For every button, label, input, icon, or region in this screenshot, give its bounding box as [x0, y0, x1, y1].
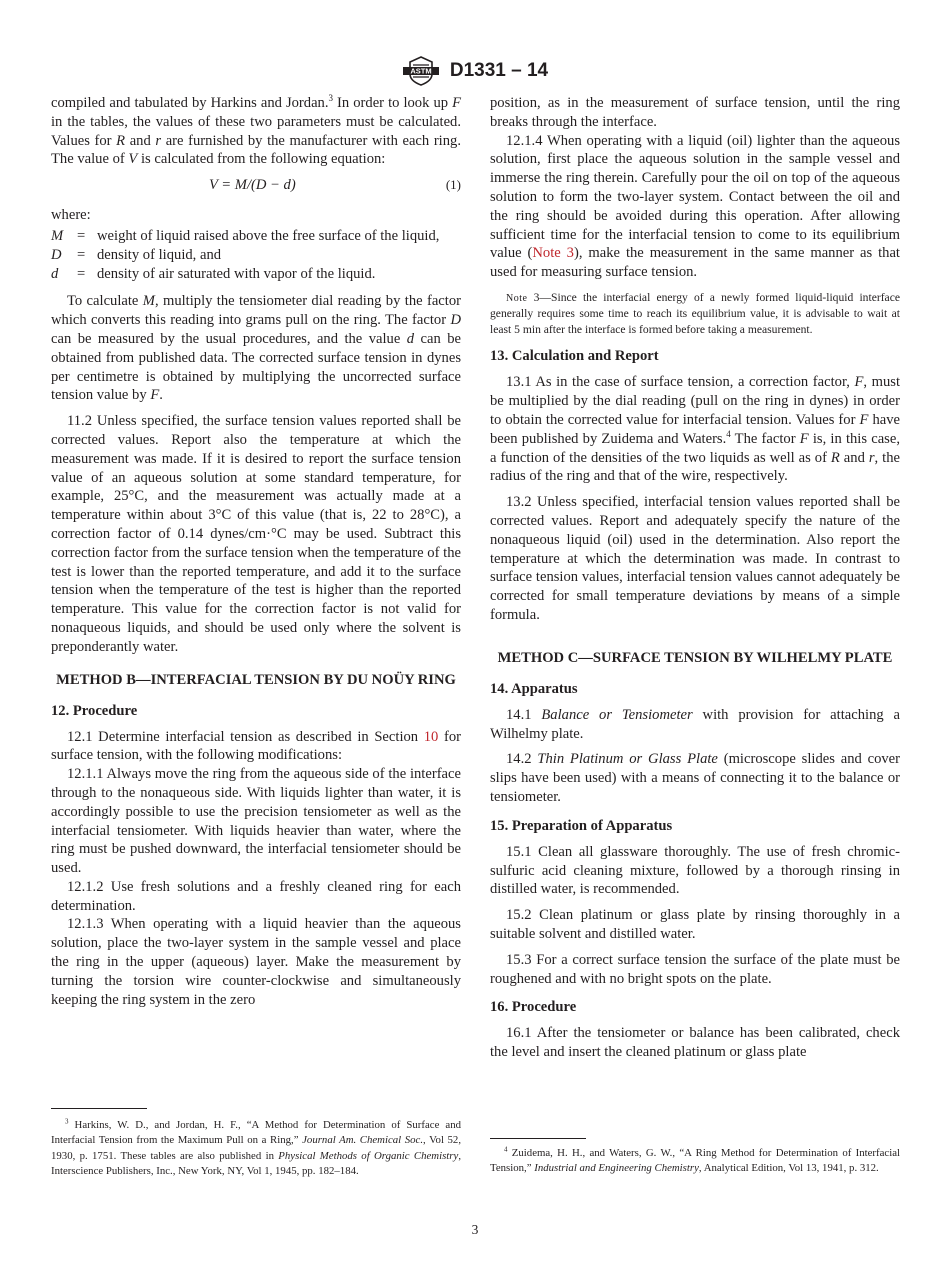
paragraph-tables: compiled and tabulated by Harkins and Jordan.$^3$ In order to look up F in the tables, the values of these two parameters must be calculated. Values for R and r are furnished by the manufacturer with each ring. The value of V is calculated from the following equation:: [51, 93, 461, 168]
right-column: [490, 94, 900, 1062]
section-15-heading: 15. Preparation of Apparatus: [490, 817, 673, 834]
footnote-rule: [490, 1138, 586, 1139]
paragraph-15-2: 15.2 Clean platinum or glass plate by rinsing thoroughly in a suitable solvent and distilled water.: [490, 907, 900, 942]
svg-text:ASTM: ASTM: [410, 66, 432, 76]
paragraph-12-1-1: 12.1.1 Always move the ring from the aqueous side of the interface through to the nonaqueous side. With liquids lighter than water, it is accordingly possible to use the precision tensiometer as well as the interfacial tensiometer. With liquids heavier than water, where the ring must be pushed downward, the interfacial tensiometer should be used.: [51, 766, 461, 877]
paragraph-13-1: 13.1 As in the case of surface tension, a correction factor, F, must be multiplied by the dial reading (pull on the ring in dynes) in order to obtain the corrected value for interfacial tension. Values for F have been published by Zuidema and Waters.$^4$ The factor F is, in this case, a function of the densities of the two liquids as well as of R and r, the radius of the ring and that of the wire, respectively.: [490, 374, 901, 485]
definition-row: D = density of liquid, and: [51, 246, 222, 263]
footnote-ref-3[interactable]: 3: [328, 93, 334, 104]
footnote-3: $^3$ Harkins, W. D., and Jordan, H. F., “A Method for Determination of Surface and Interfacial Tension from the Maximum Pull on a Ring,” Journal Am. Chemical Soc., Vol 52, 1930, p. 1751. These tables are also published in Physical Methods of Organic Chemistry, Interscience Publishers, Inc., New York, NY, Vol 1, 1945, pp. 182–184.: [51, 1117, 462, 1178]
paragraph-continued: position, as in the measurement of surface tension, until the ring breaks through the interface.: [490, 95, 900, 130]
left-column: [51, 94, 461, 1009]
document-designation: D1331 – 14: [449, 60, 549, 81]
section-14-heading: 14. Apparatus: [490, 680, 578, 697]
equation-formula: V = M/(D − d): [209, 177, 296, 194]
paragraph-15-1: 15.1 Clean all glassware thoroughly. The use of fresh chromic-sulfuric acid cleaning mixture, followed by a thorough rinsing in distilled water, is recommended.: [490, 843, 900, 898]
definition-row: d = density of air saturated with vapor of the liquid.: [51, 265, 376, 282]
note-3: Note 3—Since the interfacial energy of a newly formed liquid-liquid interface generally requires some time to reach its equilibrium value, it is advisable to wait at least 5 min after the interface is formed before taking a measurement.: [490, 290, 900, 336]
footnote-4: $^4$ Zuidema, H. H., and Waters, G. W., “A Ring Method for Determination of Interfacial Tension,” Industrial and Engineering Chemistry, Analytical Edition, Vol 13, 1941, p. 312.: [490, 1145, 900, 1175]
paragraph-16-1: 16.1 After the tensiometer or balance has been calibrated, check the level and insert the cleaned platinum or glass plate: [490, 1025, 900, 1061]
paragraph-14-1: 14.1 Balance or Tensiometer with provision for attaching a Wilhelmy plate.: [490, 706, 900, 742]
section-13-heading: 13. Calculation and Report: [490, 348, 659, 365]
footnote-ref-4[interactable]: 4: [726, 429, 731, 439]
equation-number: (1): [445, 177, 461, 193]
equation-1: [51, 176, 461, 198]
page-header: [0, 56, 950, 86]
paragraph-12-1-2: 12.1.2 Use fresh solutions and a freshly cleaned ring for each determination.: [51, 878, 461, 914]
paragraph-15-3: 15.3 For a correct surface tension the surface of the plate must be roughened and with no bright spots on the plate.: [490, 951, 900, 987]
paragraph-12-1-4: 12.1.4 When operating with a liquid (oil) lighter than the aqueous solution, first place the aqueous solution in the sample vessel and immerse the ring therein. Carefully pour the oil on top of the aqueous solution to form the two-layer system. Contact between the oil and the ring should be avoided during this operation. After allowing sufficient time for the interfacial tension to come to its equilibrium value (Note 3), make the measurement in the same manner as that used for measuring surface tension.: [490, 132, 900, 281]
definition-row: M = weight of liquid raised above the free surface of the liquid,: [51, 227, 440, 244]
paragraph-13-2: 13.2 Unless specified, interfacial tension values reported shall be corrected values. Report and adequately specify the nature of the nonaqueous liquid (oil) used in the determination. Also report the temperature at which the determination was made. In contrast to surface tension values, interfacial tension values cannot adequately be corrected for small temperature deviations by means of a simple formula.: [490, 494, 900, 624]
section-16-heading: 16. Procedure: [490, 999, 577, 1016]
note-3-link[interactable]: Note 3: [532, 245, 574, 262]
footnote-rule: [51, 1108, 147, 1109]
astm-logo-icon: [402, 56, 440, 86]
method-b-heading: METHOD B—INTERFACIAL TENSION BY DU NOÜY RING: [56, 671, 456, 688]
page-number: 3: [471, 1222, 479, 1237]
paragraph-12-1: 12.1 Determine interfacial tension as described in Section 10 for surface tension, with the following modifications:: [51, 728, 461, 764]
section-12-heading: 12. Procedure: [51, 702, 138, 719]
where-label: where:: [51, 207, 91, 224]
variable-definitions: [51, 227, 461, 283]
method-c-heading: METHOD C—SURFACE TENSION BY WILHELMY PLATE: [497, 649, 893, 666]
section-10-link[interactable]: 10: [423, 728, 439, 745]
paragraph-12-1-3: 12.1.3 When operating with a liquid heavier than the aqueous solution, place the two-layer system in the sample vessel and place the ring in the upper (aqueous) layer. Make the measurement by turning the torsion wire counter-clockwise and simultaneously keeping the ring system in the zero: [51, 916, 461, 1008]
paragraph-11-2: 11.2 Unless specified, the surface tension values reported shall be corrected values. Report also the temperature at which the measurement was made. If it is desired to report the surface tension value of an aqueous solution at some standard temperature, for example, 25°C, and the measurement was actually made at a temperature within about 3°C of this value (that is, 22 to 28°C), a correction factor of 0.14 dynes/cm·°C may be used. Subtract this correction factor from the surface tension when the temperature of the test is lower than the reported temperature, and add it to the surface tension when the temperature of the test is higher than the reported temperature. This value for the correction factor is not valid for nonaqueous liquids, and should be used only where the solvent is preponderantly water.: [51, 413, 461, 655]
paragraph-14-2: 14.2 Thin Platinum or Glass Plate (microscope slides and cover slips have been used) with a means of connecting it to the balance or tensiometer.: [490, 751, 901, 806]
paragraph-calculate-m: To calculate M, multiply the tensiometer dial reading by the factor which converts this reading into grams pull on the ring. The factor D can be measured by the usual procedures, and the value d can be obtained from published data. The corrected surface tension in dynes per centimetre is obtained by multiplying the uncorrected surface tension value by F.: [51, 293, 461, 404]
